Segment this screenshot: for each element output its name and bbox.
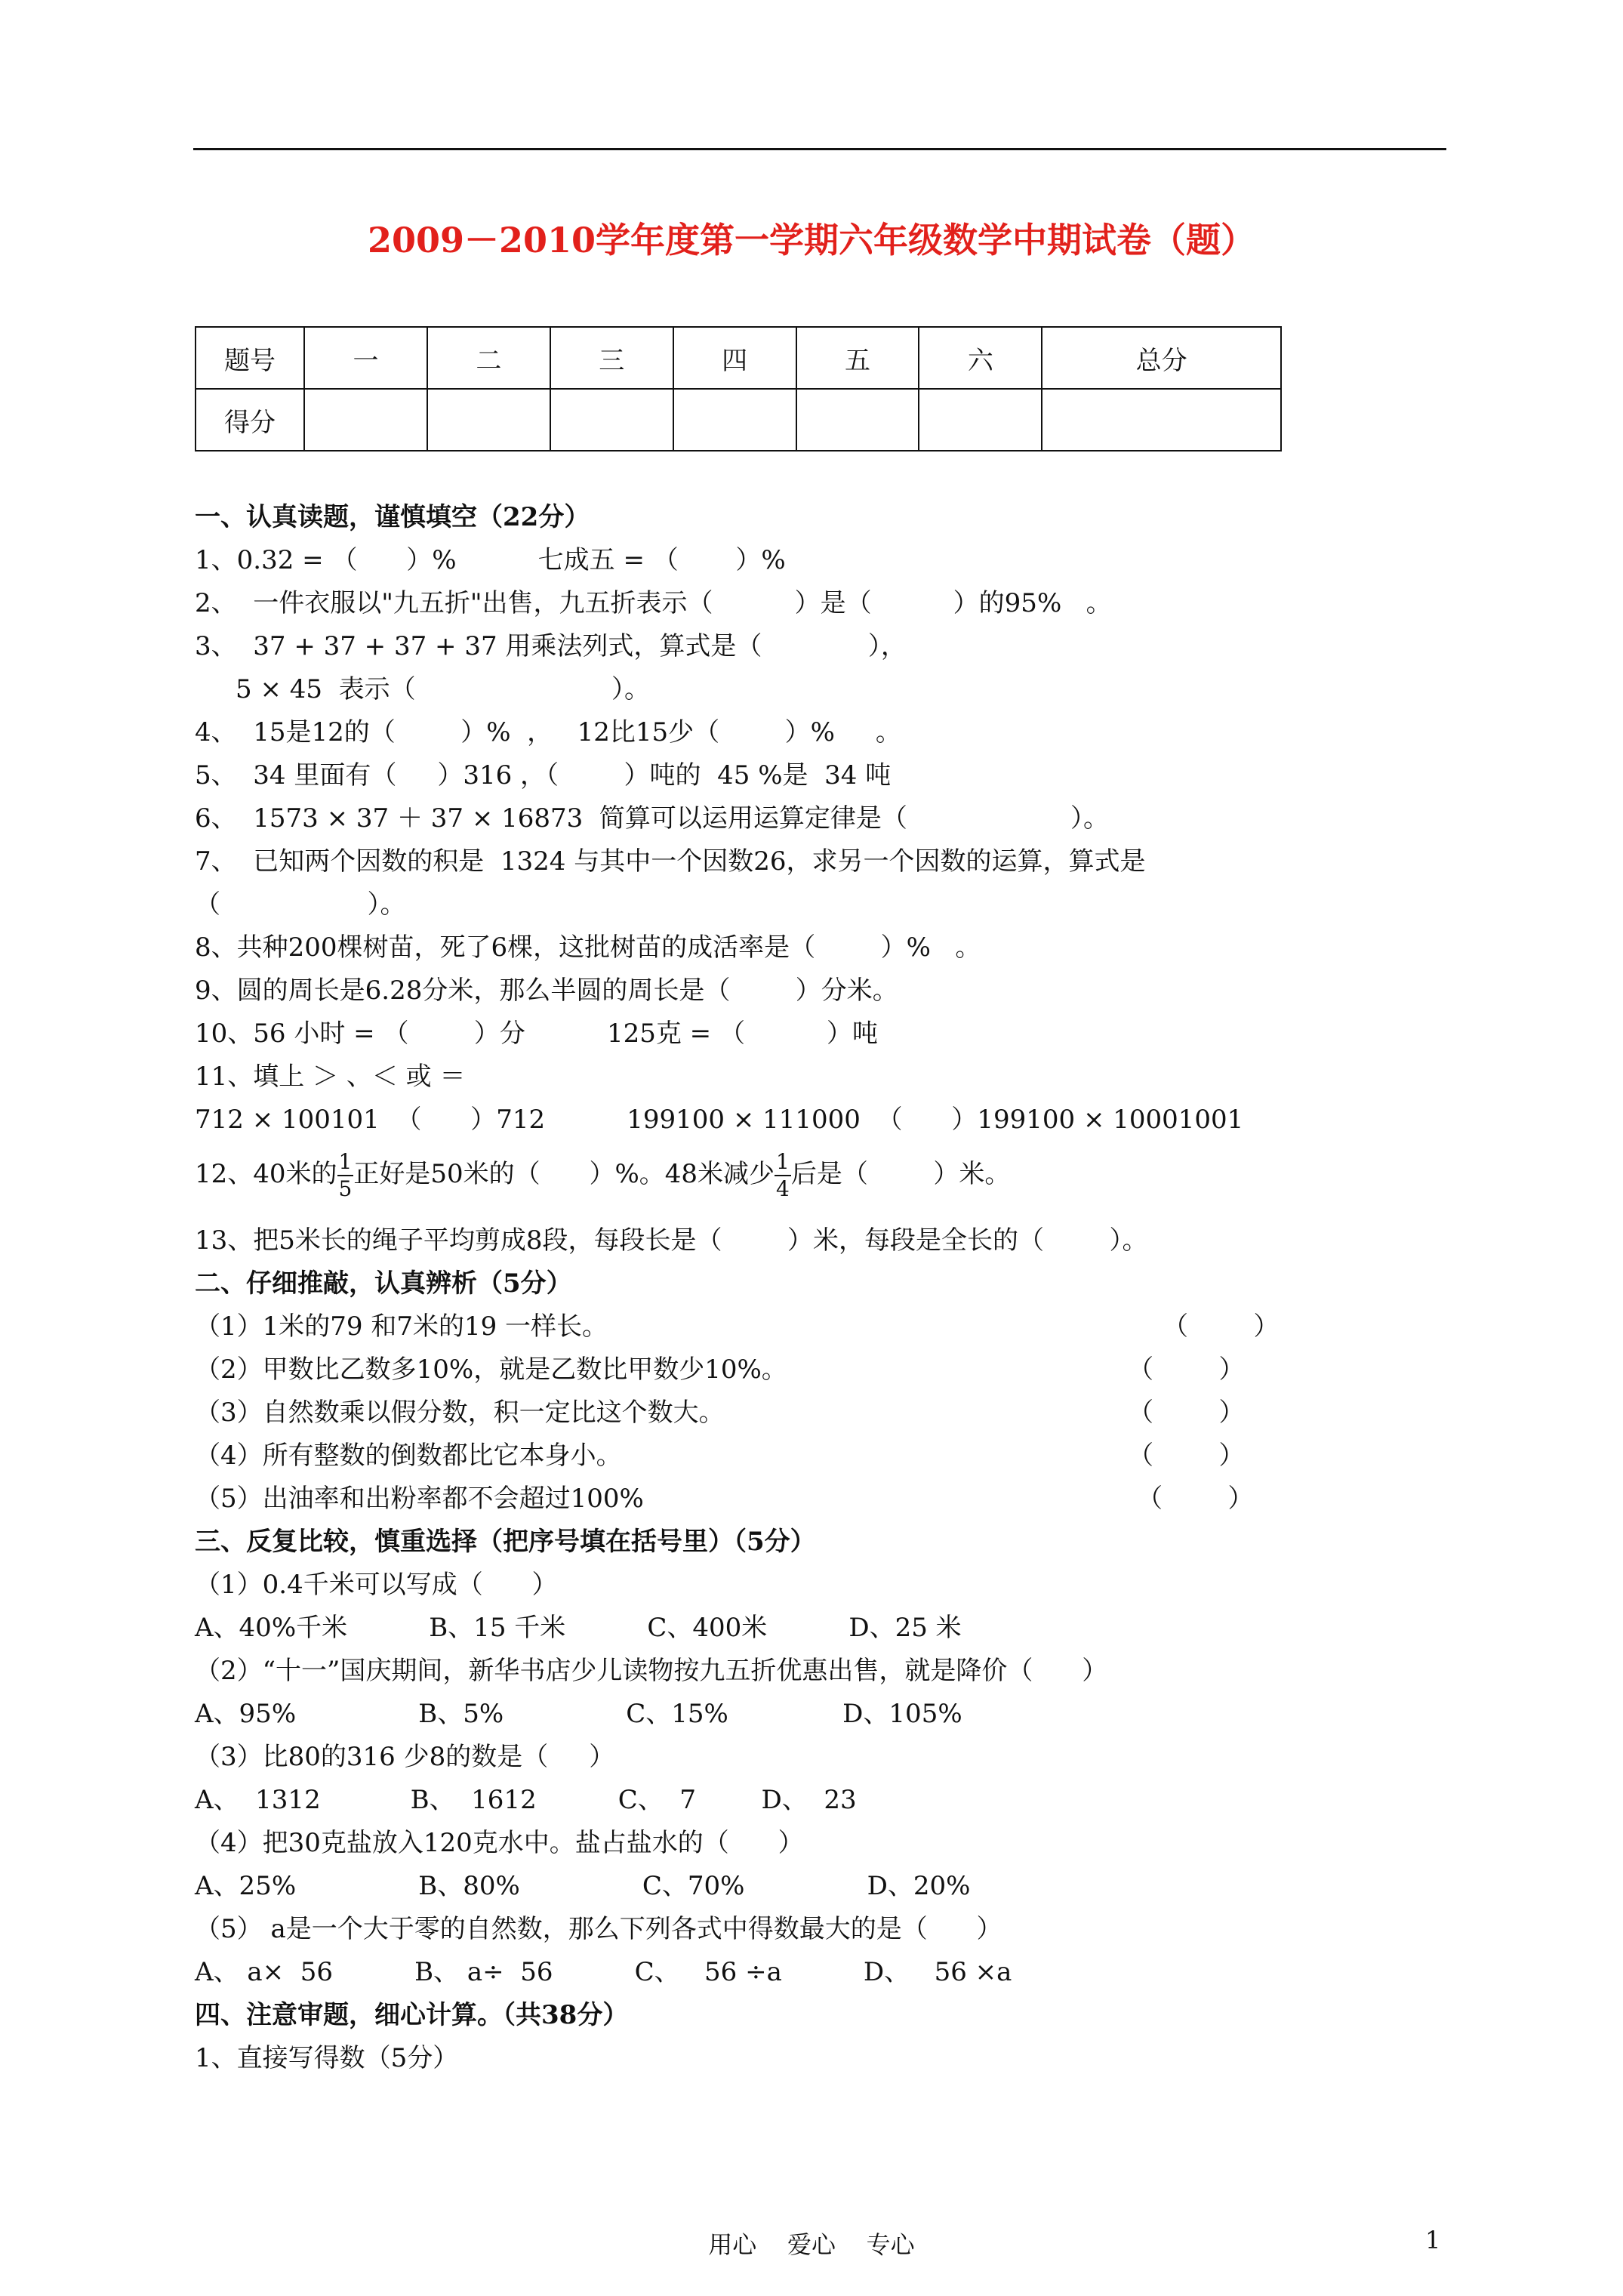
- question-line: 13、把5米长的绳子平均剪成8段，每段长是（ ）米，每段是全长的（ ）。: [195, 1225, 1148, 1256]
- q12-text: 12、40米的: [195, 1159, 337, 1189]
- choice-options: A、 1312 B、 1612 C、 7 D、 23: [195, 1785, 857, 1815]
- choice-options: A、25% B、80% C、70% D、20%: [195, 1871, 971, 1901]
- question-line: 5 × 45 表示（ ）。: [195, 674, 651, 704]
- section3-heading: 三、反复比较，慎重选择（把序号填在括号里）（5分）: [195, 1527, 816, 1557]
- question-line: 8、共种200棵树苗，死了6棵，这批树苗的成活率是（ ）% 。: [195, 932, 981, 963]
- judge-item: （1）1米的79 和7米的19 一样长。: [195, 1311, 608, 1342]
- question-line: 11、填上 ＞ 、＜ 或 ＝: [195, 1062, 466, 1092]
- score-table-cell: 总分: [1042, 327, 1281, 389]
- choice-question: （2）“十一”国庆期间，新华书店少儿读物按九五折优惠出售，就是降价（ ）: [195, 1656, 1108, 1686]
- question-line: 7、 已知两个因数的积是 1324 与其中一个因数26，求另一个因数的运算，算式是: [195, 846, 1146, 877]
- question-line: 10、56 小时 = （ ）分 125克 = （ ）吨: [195, 1019, 879, 1049]
- answer-paren[interactable]: （ ）: [1137, 1484, 1254, 1514]
- choice-question: （4）把30克盐放入120克水中。盐占盐水的（ ）: [195, 1828, 804, 1858]
- score-input-cell[interactable]: [673, 389, 796, 451]
- judge-item: （5）出油率和出粉率都不会超过100%: [195, 1484, 644, 1514]
- score-table-header-row: [196, 327, 1281, 389]
- question-line: 1、直接写得数（5分）: [195, 2043, 459, 2073]
- choice-question: （3）比80的316 少8的数是（ ）: [195, 1742, 615, 1772]
- question-line: 6、 1573 × 37 ＋ 37 × 16873 简算可以运用运算定律是（ ）。: [195, 803, 1110, 834]
- fraction-numerator: 1: [775, 1149, 791, 1176]
- question-line: 2、 一件衣服以"九五折"出售，九五折表示（ ）是（ ）的95% 。: [195, 588, 1112, 618]
- score-table-score-row: [196, 389, 1281, 451]
- score-table-cell: 三: [550, 327, 673, 389]
- choice-options: A、 a× 56 B、 a÷ 56 C、 56 ÷a D、 56 ×a: [195, 1957, 1012, 1987]
- question-line: 9、圆的周长是6.28分米，那么半圆的周长是（ ）分米。: [195, 975, 898, 1006]
- score-input-cell[interactable]: [427, 389, 550, 451]
- section4-heading: 四、注意审题，细心计算。（共38分）: [195, 2000, 629, 2030]
- score-table-cell: 题号: [196, 327, 304, 389]
- score-input-cell[interactable]: [304, 389, 427, 451]
- choice-options: A、40%千米 B、15 千米 C、400米 D、25 米: [195, 1613, 962, 1643]
- page-number: 1: [1425, 2226, 1441, 2254]
- score-input-cell[interactable]: [550, 389, 673, 451]
- score-input-cell[interactable]: [1042, 389, 1281, 451]
- header-rule: [193, 148, 1446, 150]
- score-table-cell: 二: [427, 327, 550, 389]
- choice-question: （1）0.4千米可以写成（ ）: [195, 1570, 558, 1600]
- page-title: 2009－2010学年度第一学期六年级数学中期试卷（题）: [367, 220, 1256, 260]
- answer-paren[interactable]: （ ）: [1128, 1354, 1245, 1385]
- choice-options: A、95% B、5% C、15% D、105%: [195, 1699, 962, 1729]
- question-line: （ ）。: [195, 889, 406, 920]
- q12-text: 后是（ ）米。: [790, 1159, 1011, 1189]
- question-line-q12: [195, 1148, 1010, 1202]
- question-line: 5、 34 里面有（ ）316 ，（ ）吨的 45 %是 34 吨: [195, 760, 892, 791]
- answer-paren[interactable]: （ ）: [1128, 1398, 1245, 1428]
- q12-text: 正好是50米的（ ）%。48米减少: [353, 1159, 775, 1189]
- score-table-cell: 四: [673, 327, 796, 389]
- section1-heading: 一、认真读题，谨慎填空（22分）: [195, 502, 590, 532]
- fraction-numerator: 1: [337, 1149, 354, 1176]
- score-table-cell: 五: [796, 327, 919, 389]
- fraction-denominator: 5: [338, 1176, 353, 1201]
- question-line: 4、 15是12的（ ）% ， 12比15少（ ）% 。: [195, 717, 901, 747]
- answer-paren[interactable]: （ ）: [1163, 1311, 1280, 1342]
- answer-paren[interactable]: （ ）: [1128, 1441, 1245, 1471]
- score-input-cell[interactable]: [796, 389, 919, 451]
- score-table-label: 得分: [196, 389, 304, 451]
- footer-motto: 用心 爱心 专心: [708, 2230, 915, 2259]
- fraction-denominator: 4: [776, 1176, 790, 1201]
- score-table-cell: 六: [919, 327, 1042, 389]
- judge-item: （2）甲数比乙数多10%，就是乙数比甲数少10%。: [195, 1354, 787, 1385]
- question-line: 3、 37 + 37 + 37 + 37 用乘法列式，算式是（ ），: [195, 631, 907, 661]
- fraction-one-fourth: [775, 1149, 791, 1202]
- score-table-cell: 一: [304, 327, 427, 389]
- section2-heading: 二、仔细推敲，认真辨析（5分）: [195, 1268, 572, 1299]
- judge-item: （3）自然数乘以假分数，积一定比这个数大。: [195, 1398, 725, 1428]
- fraction-one-fifth: [337, 1149, 354, 1202]
- score-table: [195, 326, 1282, 451]
- choice-question: （5） a是一个大于零的自然数，那么下列各式中得数最大的是（ ）: [195, 1914, 1002, 1944]
- question-line: 712 × 100101 （ ）712 199100 × 111000 （ ）199100 × 10001001: [195, 1105, 1244, 1135]
- score-input-cell[interactable]: [919, 389, 1042, 451]
- judge-item: （4）所有整数的倒数都比它本身小。: [195, 1441, 622, 1471]
- question-line: 1、0.32 = （ ）% 七成五 = （ ）%: [195, 545, 786, 575]
